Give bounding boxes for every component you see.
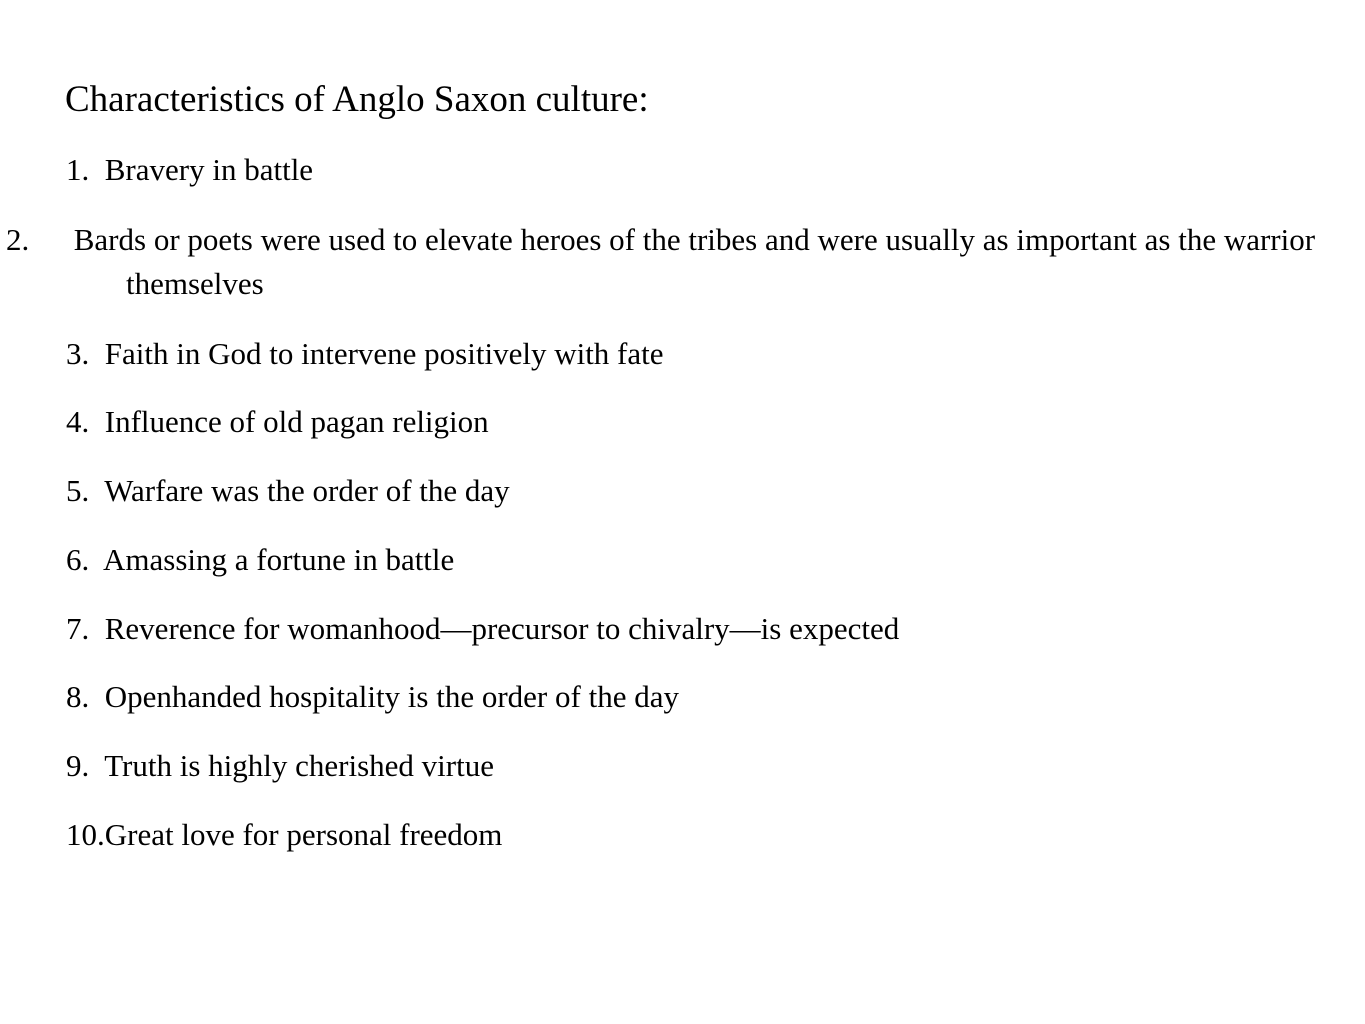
- list-item: [66, 813, 502, 857]
- list-item-text: Influence of old pagan religion: [104, 404, 489, 439]
- list-item-text: Bravery in battle: [104, 152, 314, 187]
- list-item: [66, 400, 489, 444]
- list-item: [66, 607, 899, 651]
- list-item-number: 1.: [66, 152, 90, 187]
- list-item-number: 6.: [66, 542, 90, 577]
- list-item: [66, 332, 664, 376]
- list-item-text: Great love for personal freedom: [104, 817, 503, 852]
- list-item-number: 4.: [66, 404, 90, 439]
- slide-title: Characteristics of Anglo Saxon culture:: [65, 79, 649, 120]
- list-item: [66, 538, 454, 582]
- list-item-number: 10.: [66, 817, 105, 852]
- list-item: [66, 675, 679, 719]
- list-item: [66, 469, 510, 513]
- list-item-number: 7.: [66, 611, 90, 646]
- list-item-number: 3.: [66, 336, 90, 371]
- list-item-number: 8.: [66, 679, 90, 714]
- list-item-number: 9.: [66, 748, 90, 783]
- list-item: [66, 744, 494, 788]
- list-item-text: Openhanded hospitality is the order of the day: [104, 679, 679, 714]
- list-item-text: Warfare was the order of the day: [104, 473, 510, 508]
- list-item-text: Truth is highly cherished virtue: [104, 748, 494, 783]
- list-item-text: Reverence for womanhood—precursor to chivalry—is expected: [104, 611, 900, 646]
- list-item-text: Faith in God to intervene positively with fate: [104, 336, 664, 371]
- list-item: [66, 148, 313, 192]
- list-item-text: Amassing a fortune in battle: [103, 542, 455, 577]
- list-item-number: 5.: [66, 473, 90, 508]
- list-item: 2. Bards or poets were used to elevate heroes of the tribes and were usually as important as the warrior themselves: [6, 222, 1316, 301]
- list-item-text: Bards or poets were used to elevate heroes of the tribes and were usually as important as the warrior themselves: [73, 222, 1316, 301]
